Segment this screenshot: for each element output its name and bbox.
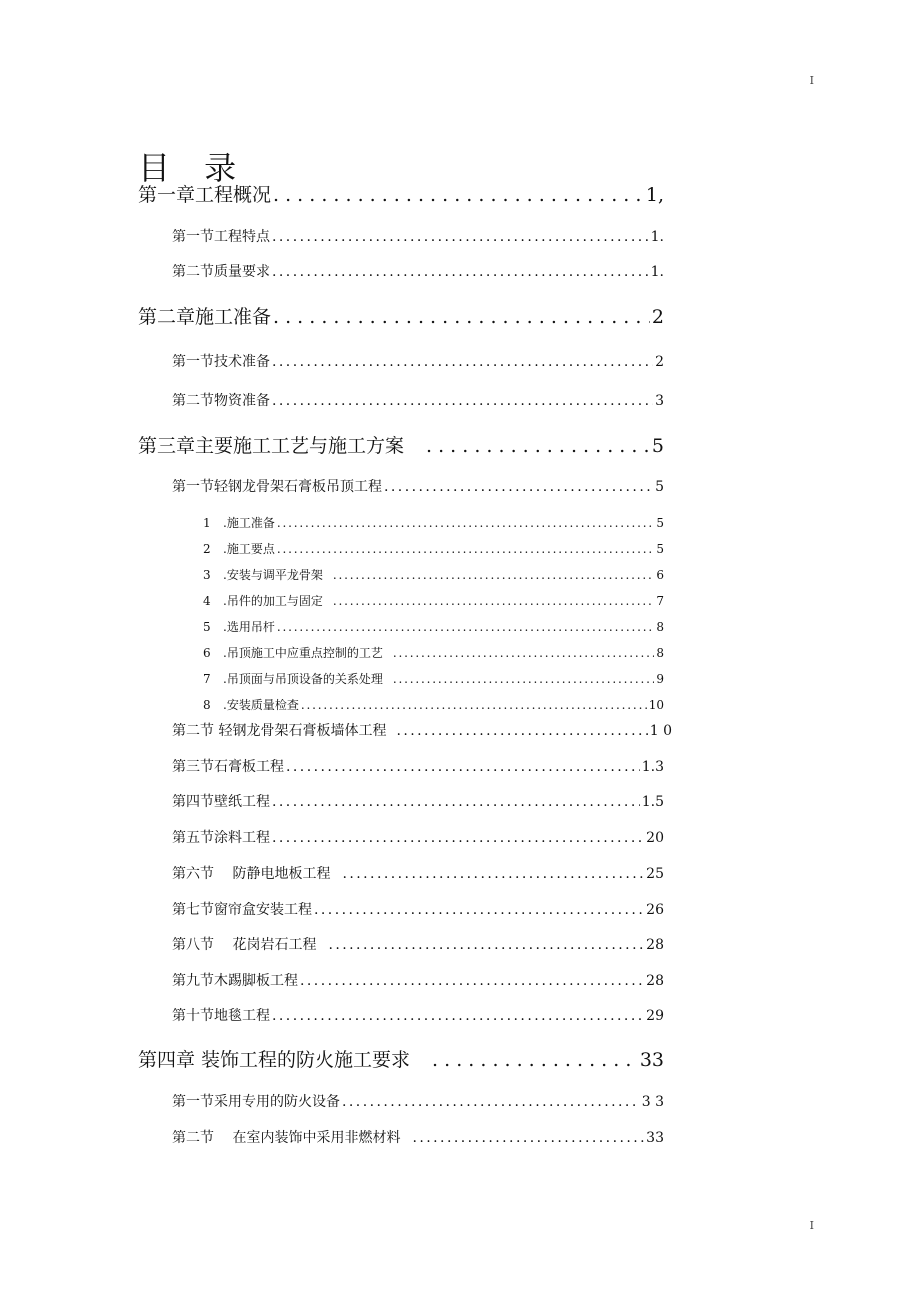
dot-leader <box>277 542 655 556</box>
toc-section-label: 第一节采用专用的防火设备 <box>172 1094 340 1110</box>
toc-page-number: 9 <box>656 672 664 686</box>
toc-item-label: .选用吊杆 <box>223 620 275 634</box>
toc-item-index: 5 <box>203 620 211 634</box>
toc-page-number: 25 <box>646 866 664 882</box>
dot-leader <box>328 937 644 953</box>
toc-item-index: 3 <box>203 568 211 582</box>
toc-section-label: 第二节质量要求 <box>172 264 270 280</box>
dot-leader <box>272 1008 644 1024</box>
dot-leader <box>272 393 653 409</box>
dot-leader <box>286 759 640 775</box>
dot-leader <box>272 794 640 810</box>
toc-section-label: 第一节技术准备 <box>172 354 270 370</box>
toc-item-label: .吊顶面与吊顶设备的关系处理 <box>223 672 383 686</box>
toc-item-label: .安装与调平龙骨架 <box>223 568 323 582</box>
toc-section-3-1[interactable] <box>172 476 664 496</box>
toc-chapter-1[interactable] <box>138 180 664 207</box>
toc-chapter-label: 第三章主要施工工艺与施工方案 <box>138 435 405 457</box>
toc-item-3-1-5[interactable] <box>203 618 664 635</box>
toc-page-number: 1.5 <box>641 794 664 810</box>
toc-page-number: 2 <box>655 354 664 370</box>
toc-section-label: 第二节 在室内装饰中采用非燃材料 <box>172 1130 401 1146</box>
toc-section-label: 第一节轻钢龙骨架石膏板吊顶工程 <box>172 479 382 495</box>
dot-leader <box>426 435 650 457</box>
toc-section-label: 第九节木踢脚板工程 <box>172 973 298 989</box>
toc-chapter-4[interactable] <box>138 1045 664 1072</box>
toc-item-3-1-8[interactable] <box>203 696 664 713</box>
toc-page-number: 5 <box>656 516 664 530</box>
dot-leader <box>277 516 655 530</box>
page-number-top: I <box>809 74 814 87</box>
toc-page-number: 3 3 <box>641 1094 664 1110</box>
dot-leader <box>272 354 653 370</box>
toc-item-3-1-1[interactable] <box>203 514 664 531</box>
toc-page-number: 5 <box>655 479 664 495</box>
toc-page-number: 26 <box>646 902 664 918</box>
toc-section-label: 第三节石膏板工程 <box>172 759 284 775</box>
toc-page-number: 10 <box>648 698 664 712</box>
toc-item-index: 8 <box>203 698 211 712</box>
dot-leader <box>412 1130 644 1146</box>
toc-page-number: 8 <box>656 646 664 660</box>
toc-page-number: 1. <box>650 229 664 245</box>
toc-chapter-2[interactable] <box>138 302 664 329</box>
toc-page-number: 1.3 <box>641 759 664 775</box>
toc-item-index: 2 <box>203 542 211 556</box>
toc-section-3-6[interactable] <box>172 863 664 883</box>
toc-page-number: 2 <box>651 306 664 328</box>
dot-leader <box>393 646 655 660</box>
toc-page-number: 1. <box>650 264 664 280</box>
toc-page-number: 33 <box>646 1130 664 1146</box>
toc-item-label: .吊顶施工中应重点控制的工艺 <box>223 646 383 660</box>
toc-section-1-1[interactable] <box>172 226 664 246</box>
dot-leader <box>342 866 644 882</box>
toc-section-1-2[interactable] <box>172 261 664 281</box>
toc-section-label: 第四节壁纸工程 <box>172 794 270 810</box>
toc-page-number: 1, <box>645 184 664 206</box>
toc-page-number: 5 <box>651 435 664 457</box>
toc-item-3-1-3[interactable] <box>203 566 664 583</box>
toc-section-4-1[interactable] <box>172 1091 664 1111</box>
toc-chapter-label: 第二章施工准备 <box>138 306 272 328</box>
toc-section-label: 第十节地毯工程 <box>172 1008 270 1024</box>
toc-page-number: 5 <box>656 542 664 556</box>
dot-leader <box>333 568 655 582</box>
dot-leader <box>393 672 655 686</box>
toc-section-label: 第二节 轻钢龙骨架石膏板墙体工程 <box>172 723 387 739</box>
toc-section-label: 第二节物资准备 <box>172 393 270 409</box>
dot-leader <box>272 264 649 280</box>
toc-item-3-1-2[interactable] <box>203 540 664 557</box>
toc-section-label: 第七节窗帘盒安装工程 <box>172 902 312 918</box>
toc-section-3-9[interactable] <box>172 970 664 990</box>
dot-leader <box>300 973 644 989</box>
toc-page-number: 20 <box>646 830 664 846</box>
toc-item-3-1-6[interactable] <box>203 644 664 661</box>
toc-item-label: .安装质量检查 <box>223 698 299 712</box>
dot-leader <box>273 184 644 206</box>
dot-leader <box>301 698 647 712</box>
toc-section-3-7[interactable] <box>172 899 664 919</box>
dot-leader <box>272 830 644 846</box>
toc-section-label: 第六节 防静电地板工程 <box>172 866 331 882</box>
toc-section-label: 第一节工程特点 <box>172 229 270 245</box>
toc-item-label: .吊件的加工与固定 <box>223 594 323 608</box>
toc-chapter-3[interactable] <box>138 431 664 458</box>
toc-page-number: 3 <box>655 393 664 409</box>
toc-item-index: 7 <box>203 672 211 686</box>
dot-leader <box>277 620 655 634</box>
dot-leader <box>384 479 653 495</box>
toc-item-3-1-4[interactable] <box>203 592 664 609</box>
dot-leader <box>272 229 649 245</box>
toc-section-2-1[interactable] <box>172 351 664 371</box>
dot-leader <box>333 594 655 608</box>
dot-leader <box>432 1049 638 1071</box>
toc-section-2-2[interactable] <box>172 390 664 410</box>
toc-page-number: 6 <box>656 568 664 582</box>
page-number-bottom: I <box>809 1219 814 1232</box>
dot-leader <box>396 723 647 739</box>
toc-section-3-3[interactable] <box>172 756 664 776</box>
toc-item-3-1-7[interactable] <box>203 670 664 687</box>
dot-leader <box>273 306 650 328</box>
toc-page-number: 28 <box>646 937 664 953</box>
toc-section-3-10[interactable] <box>172 1005 664 1025</box>
toc-section-3-4[interactable] <box>172 791 664 811</box>
toc-section-3-5[interactable] <box>172 827 664 847</box>
toc-chapter-label: 第一章工程概况 <box>138 184 272 206</box>
toc-item-label: .施工准备 <box>223 516 275 530</box>
toc-chapter-label: 第四章 装饰工程的防火施工要求 <box>138 1049 411 1071</box>
toc-page-number: 1 0 <box>649 723 672 739</box>
toc-item-index: 1 <box>203 516 211 530</box>
toc-section-3-2[interactable] <box>172 720 672 740</box>
dot-leader <box>314 902 644 918</box>
toc-page-number: 8 <box>656 620 664 634</box>
toc-item-label: .施工要点 <box>223 542 275 556</box>
toc-page-number: 33 <box>639 1049 664 1071</box>
toc-section-4-2[interactable] <box>172 1127 664 1147</box>
toc-page-number: 29 <box>646 1008 664 1024</box>
toc-section-label: 第五节涂料工程 <box>172 830 270 846</box>
toc-page-number: 7 <box>656 594 664 608</box>
dot-leader <box>342 1094 640 1110</box>
page-title: 目 录 <box>138 149 249 188</box>
toc-section-3-8[interactable] <box>172 934 664 954</box>
toc-section-label: 第八节 花岗岩石工程 <box>172 937 317 953</box>
toc-page-number: 28 <box>646 973 664 989</box>
toc-item-index: 6 <box>203 646 211 660</box>
toc-item-index: 4 <box>203 594 211 608</box>
